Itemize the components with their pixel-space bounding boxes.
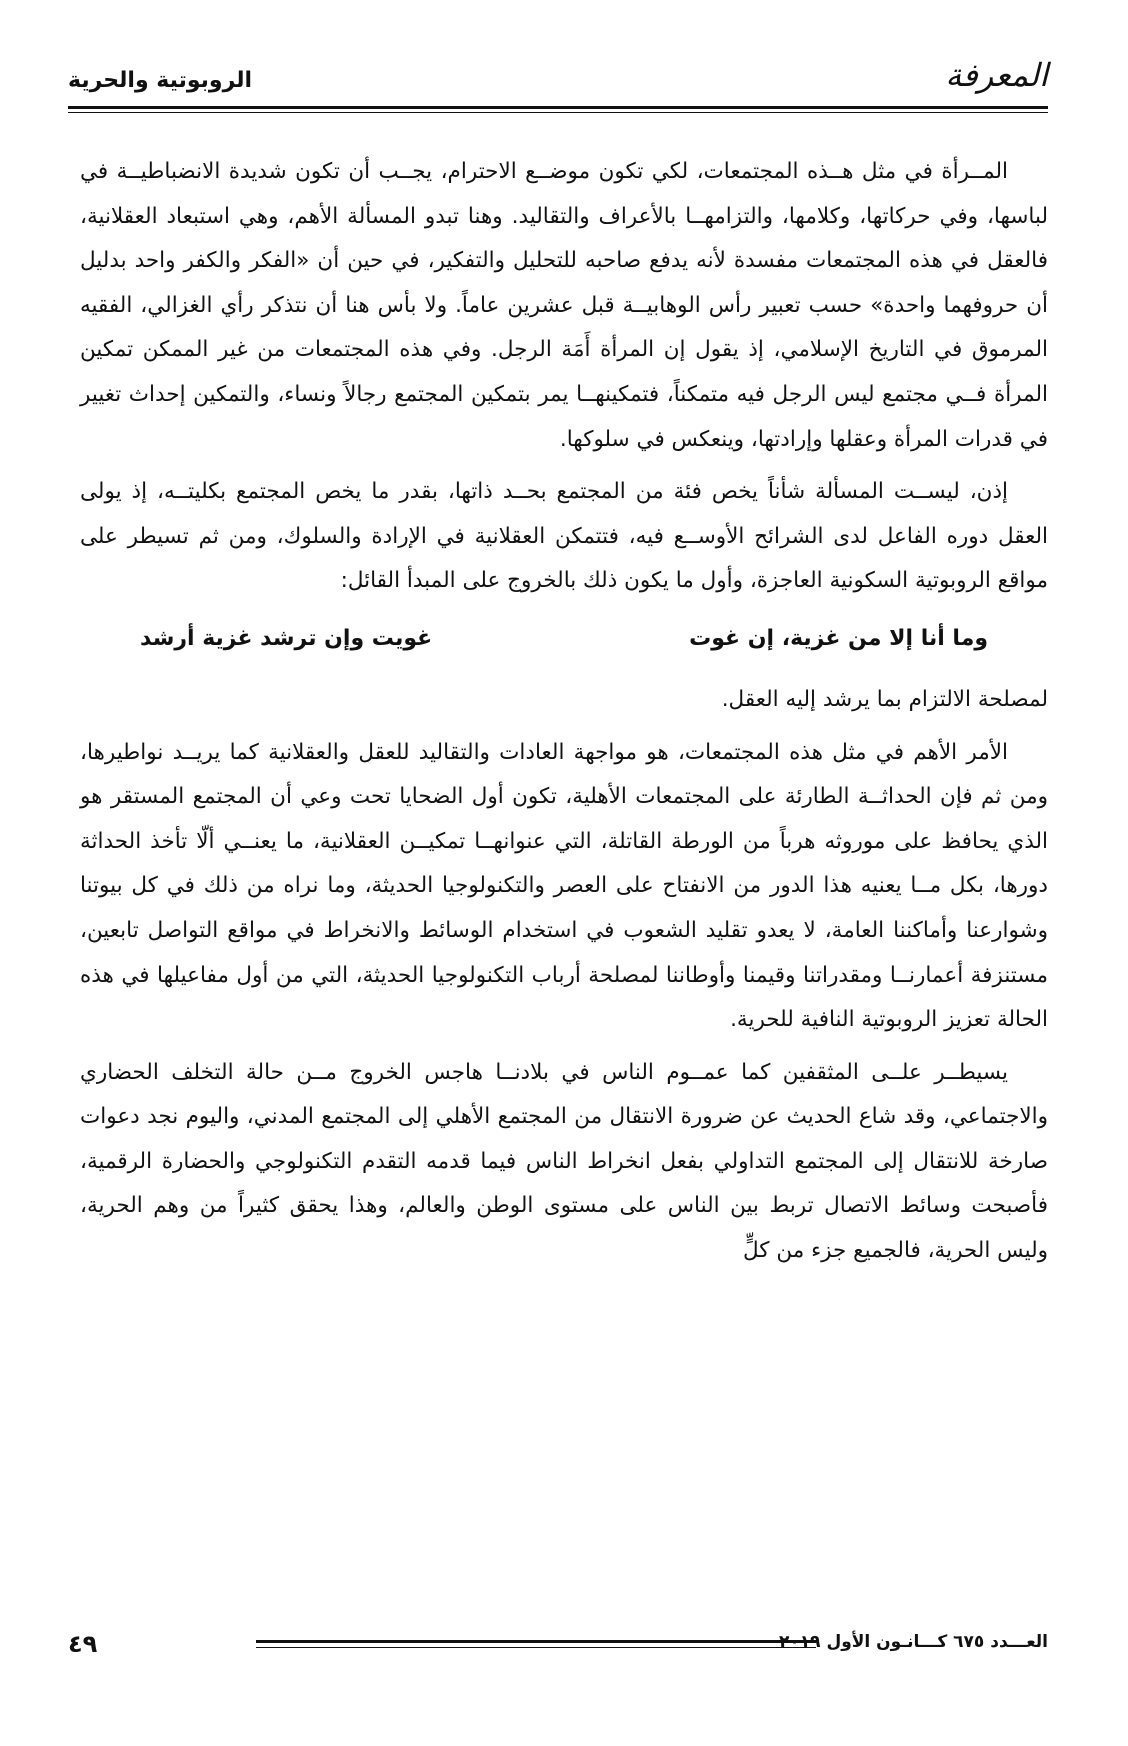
section-title: الروبوتية والحرية [68, 68, 253, 93]
issue-info: العـــدد ٦٧٥ كـــانـون الأول ٢٠١٩ [779, 1632, 1048, 1652]
poetry-verse [80, 614, 1048, 664]
article-body [80, 150, 1048, 1282]
page-number: ٤٩ [68, 1630, 98, 1658]
header-rule-thin [68, 112, 1048, 113]
verse-first-hemistich: وما أنا إلا من غزية، إن غوت [689, 625, 988, 651]
footer-rule-thin [256, 1647, 816, 1648]
paragraph: إذن، ليســت المسألة شأناً يخص فئة من المجتمع بحــد ذاتها، بقدر ما يخص المجتمع بكليتــه، إذ يولى العقل دوره الفاعل لدى الشرائح الأوســع فيه، فتتمكن العقلانية في الإرادة والسلوك، ومن ثم تسيطر على مواقع الروبوتية السكونية العاجزة، وأول ما يكون ذلك بالخروج على المبدأ القائل: [80, 479, 1048, 594]
paragraph: المــرأة في مثل هــذه المجتمعات، لكي تكون موضــع الاحترام، يجــب أن تكون شديدة الانضباطيــة في لباسها، وفي حركاتها، وكلامها، والتزامهــا بالأعراف والتقاليد. وهنا تبدو المسألة الأهم، وهي استبعاد العقلانية، فالعقل في هذه المجتمعات مفسدة لأنه يدفع صاحبه للتحليل والتفكير، في حين أن «الفكر والكفر واحد بدليل أن حروفهما واحدة» حسب تعبير رأس الوهابيــة قبل عشرين عاماً. ولا بأس هنا أن نتذكر رأي الغزالي، الفقيه المرموق في التاريخ الإسلامي، إذ يقول إن المرأة أَمَة الرجل. وفي هذه المجتمعات من غير الممكن تمكين المرأة فــي مجتمع ليس الرجل فيه متمكناً، فتمكينهــا يمر بتمكين المجتمع رجالاً ونساء، والتمكين إحداث تغيير في قدرات المرأة وعقلها وإرادتها، وينعكس في سلوكها. [80, 159, 1048, 452]
header-rule [68, 106, 1048, 109]
verse-second-hemistich: غويت وإن ترشد غزية أرشد [140, 625, 433, 651]
paragraph: لمصلحة الالتزام بما يرشد إليه العقل. [721, 686, 1048, 712]
paragraph: يسيطــر علــى المثقفين كما عمــوم الناس في بلادنــا هاجس الخروج مــن حالة التخلف الحضاري والاجتماعي، وقد شاع الحديث عن ضرورة الانتقال من المجتمع الأهلي إلى المجتمع المدني، واليوم نجد دعوات صارخة للانتقال إلى المجتمع التداولي بفعل انخراط الناس فيما قدمه التقدم التكنولوجي والحضارة الرقمية، فأصبحت وسائط الاتصال تربط بين الناس على مستوى الوطن والعالم، وهذا يحقق كثيراً من وهم الحرية، وليس الحرية، فالجميع جزء من كلٍّ [80, 1059, 1048, 1264]
page-header [68, 52, 1048, 108]
journal-logo: المعرفة [945, 56, 1048, 94]
paragraph: الأمر الأهم في مثل هذه المجتمعات، هو مواجهة العادات والتقاليد للعقل والعقلانية كما يريــد نواطيرها، ومن ثم فإن الحداثــة الطارئة على المجتمعات الأهلية، تكون أول الضحايا تحت وعي أن المجتمع المستقر هو الذي يحافظ على موروثه هرباً من الورطة القاتلة، التي عنوانهــا تمكيــن العقلانية، ما يعنــي ألّا تأخذ الحداثة دورها، بكل مــا يعنيه هذا الدور من الانفتاح على العصر والتكنولوجيا الحديثة، وما نراه من ذلك في كل بيوتنا وشوارعنا وأماكننا العامة، لا يعدو تقليد الشعوب في استخدام الوسائط والانخراط في مواقع التواصل تابعين، مستنزفة أعمارنــا ومقدراتنا وقيمنا وأوطاننا لمصلحة أرباب التكنولوجيا الحديثة، التي من أول مفاعيلها في هذه الحالة تعزيز الروبوتية النافية للحرية. [80, 739, 1048, 1033]
page-footer [68, 1630, 1048, 1660]
footer-rule [256, 1640, 816, 1643]
